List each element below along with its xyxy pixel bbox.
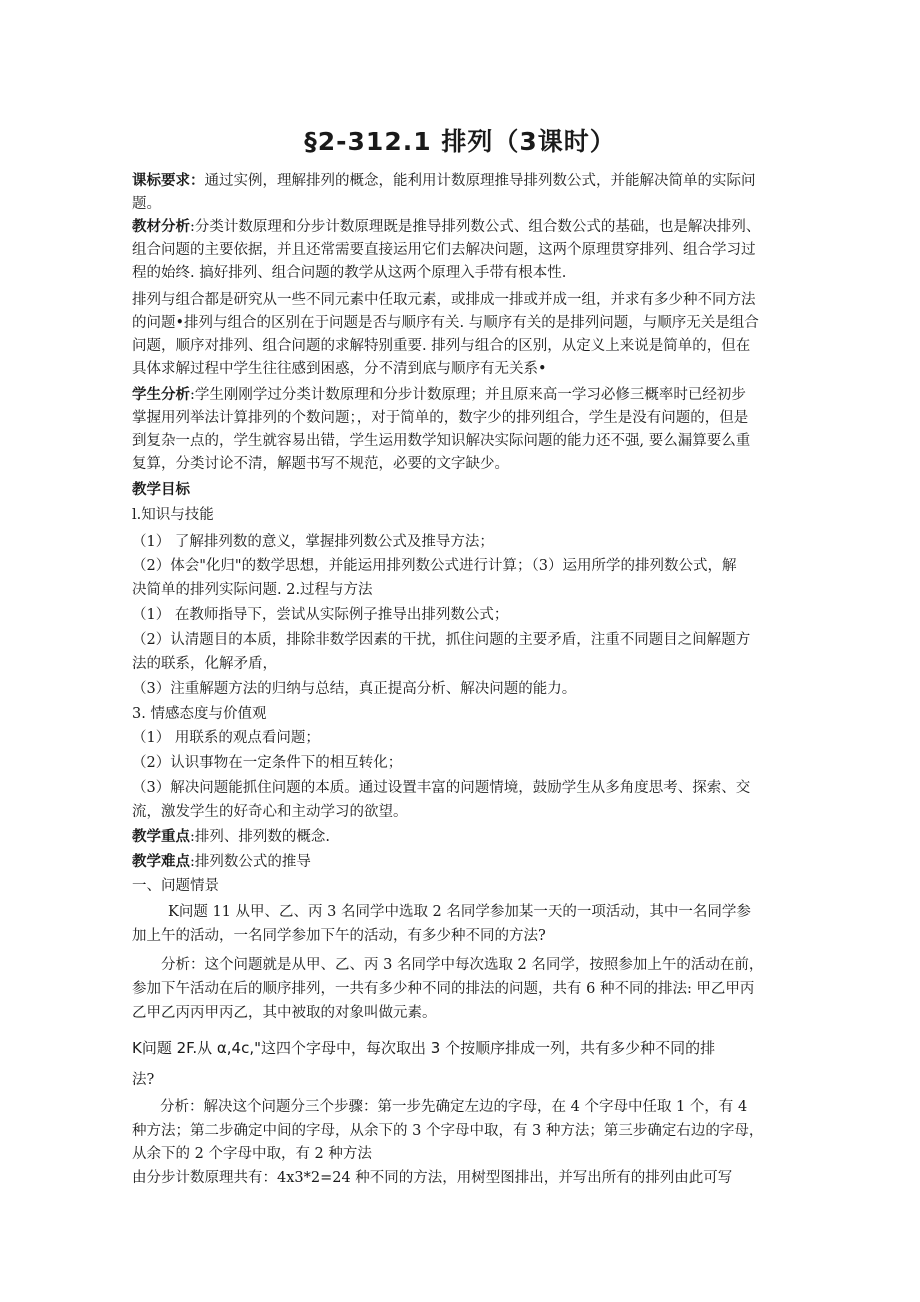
text-line: 课标要求：通过实例，理解排列的概念，能利用计数原理推导排列数公式，并能解决简单的实际问 xyxy=(132,173,756,189)
section-heading: 教学目标 xyxy=(132,482,190,498)
text-line: 问题，顺序对排列、组合问题的求解特别重要. 排列与组合的区别，从定义上来说是简单的，但在 xyxy=(132,338,751,354)
text-line: 乙甲乙丙丙甲丙乙，其中被取的对象叫做元素。 xyxy=(132,1005,437,1021)
text-line: 3. 情感态度与价值观 xyxy=(132,706,267,722)
text-line: （2）认清题目的本质，排除非数学因素的干扰，抓住问题的主要矛盾，注重不同题目之间解题方 xyxy=(132,632,751,648)
text-line: 教学难点:排列数公式的推导 xyxy=(132,854,311,870)
section-label: 教学重点 xyxy=(132,829,190,845)
text-line: 由分步计数原理共有：4x3*2=24 种不同的方法，用树型图排出，并写出所有的排列由此可写 xyxy=(132,1170,733,1186)
text-line: 排列与组合都是研究从一些不同元素中任取元素，或排成一排或并成一组，并求有多少种不同方法 xyxy=(132,292,756,308)
text-line: 法? xyxy=(132,1072,155,1088)
text-line: l.知识与技能 xyxy=(132,507,214,523)
page-title: §2-312.1 排列（3课时） xyxy=(304,127,616,156)
text-line: 从余下的 2 个字母中取，有 2 种方法 xyxy=(132,1146,372,1162)
text-line: （2）体会"化归"的数学思想，并能运用排列数公式进行计算；（3）运用所学的排列数公式，解 xyxy=(132,558,737,574)
text-line: 种方法；第二步确定中间的字母，从余下的 3 个字母中取，有 3 种方法；第三步确定右边的字母， xyxy=(132,1123,764,1139)
text-line: 加上午的活动，一名同学参加下午的活动，有多少种不同的方法? xyxy=(132,928,546,944)
section-label: 教材分析 xyxy=(132,219,190,235)
text-line: 组合问题的主要依据，并且还常需要直接运用它们去解决问题，这两个原理贯穿排列、组合学习过 xyxy=(132,242,756,258)
text-line: （1） 了解排列数的意义，掌握排列数公式及推导方法； xyxy=(132,534,494,550)
text-line: 参加下午活动在后的顺序排列，一共有多少种不同的排法的问题，共有 6 种不同的排法: 甲乙甲丙 xyxy=(132,981,755,997)
text-line: （1） 在教师指导下，尝试从实际例子推导出排列数公式； xyxy=(132,607,509,623)
text-line: 到复杂一点的，学生就容易出错，学生运用数学知识解决实际问题的能力还不强, 要么漏算要么重 xyxy=(132,433,751,449)
text-line: （2）认识事物在一定条件下的相互转化； xyxy=(132,755,403,771)
section-label: 学生分析 xyxy=(132,387,190,403)
text-line: 的问题•排列与组合的区别在于问题是否与顺序有关. 与顺序有关的是排列问题，与顺序无关是组合 xyxy=(132,315,759,331)
text-line: 题。 xyxy=(132,196,161,212)
text-line: 分析：这个问题就是从甲、乙、丙 3 名同学中每次选取 2 名同学，按照参加上午的活动在前， xyxy=(161,957,764,973)
text-line: （1） 用联系的观点看问题； xyxy=(132,730,320,746)
text-line: 具体求解过程中学生往往感到困惑，分不清到底与顺序有无关系• xyxy=(132,361,547,377)
text-line: 教学重点:排列、排列数的概念. xyxy=(132,829,330,845)
text-line: 掌握用列举法计算排列的个数问题；，对于简单的，数字少的排列组合，学生是没有问题的，但是 xyxy=(132,410,749,426)
text-line: 决简单的排列实际问题. 2.过程与方法 xyxy=(132,582,373,598)
section-heading: 一、问题情景 xyxy=(132,878,219,894)
text-line: 复算，分类讨论不清，解题书写不规范，必要的文字缺少。 xyxy=(132,456,509,472)
text-line: 分析：解决这个问题分三个步骤：第一步先确定左边的字母，在 4 个字母中任取 1 个，有 4 xyxy=(160,1099,748,1115)
section-label: 教学难点 xyxy=(132,854,190,870)
text-line: 学生分析:学生刚刚学过分类计数原理和分步计数原理；并且原来高一学习必修三概率时已经初步 xyxy=(132,387,746,403)
text-line: （3）注重解题方法的归纳与总结，真正提高分析、解决问题的能力。 xyxy=(132,681,577,697)
text-line: 程的始终. 搞好排列、组合问题的教学从这两个原理入手带有根本性. xyxy=(132,265,567,281)
text-line: K问题 11 从甲、乙、丙 3 名同学中选取 2 名同学参加某一天的一项活动，其中一名同学参 xyxy=(168,904,751,920)
text-line: 法的联系，化解矛盾， xyxy=(132,656,277,672)
text-line: 教材分析:分类计数原理和分步计数原理既是推导排列数公式、组合数公式的基础，也是解决排列、 xyxy=(132,219,761,235)
text-line: （3）解决问题能抓住问题的本质。通过设置丰富的问题情境，鼓励学生从多角度思考、探索、交 xyxy=(132,780,751,796)
text-line: 流，激发学生的好奇心和主动学习的欲望。 xyxy=(132,804,408,820)
section-label: 课标要求： xyxy=(132,173,205,189)
text-line: K问题 2F.从 α,4c,"这四个字母中，每次取出 3 个按顺序排成一列，共有多少种不同的排 xyxy=(132,1039,716,1057)
